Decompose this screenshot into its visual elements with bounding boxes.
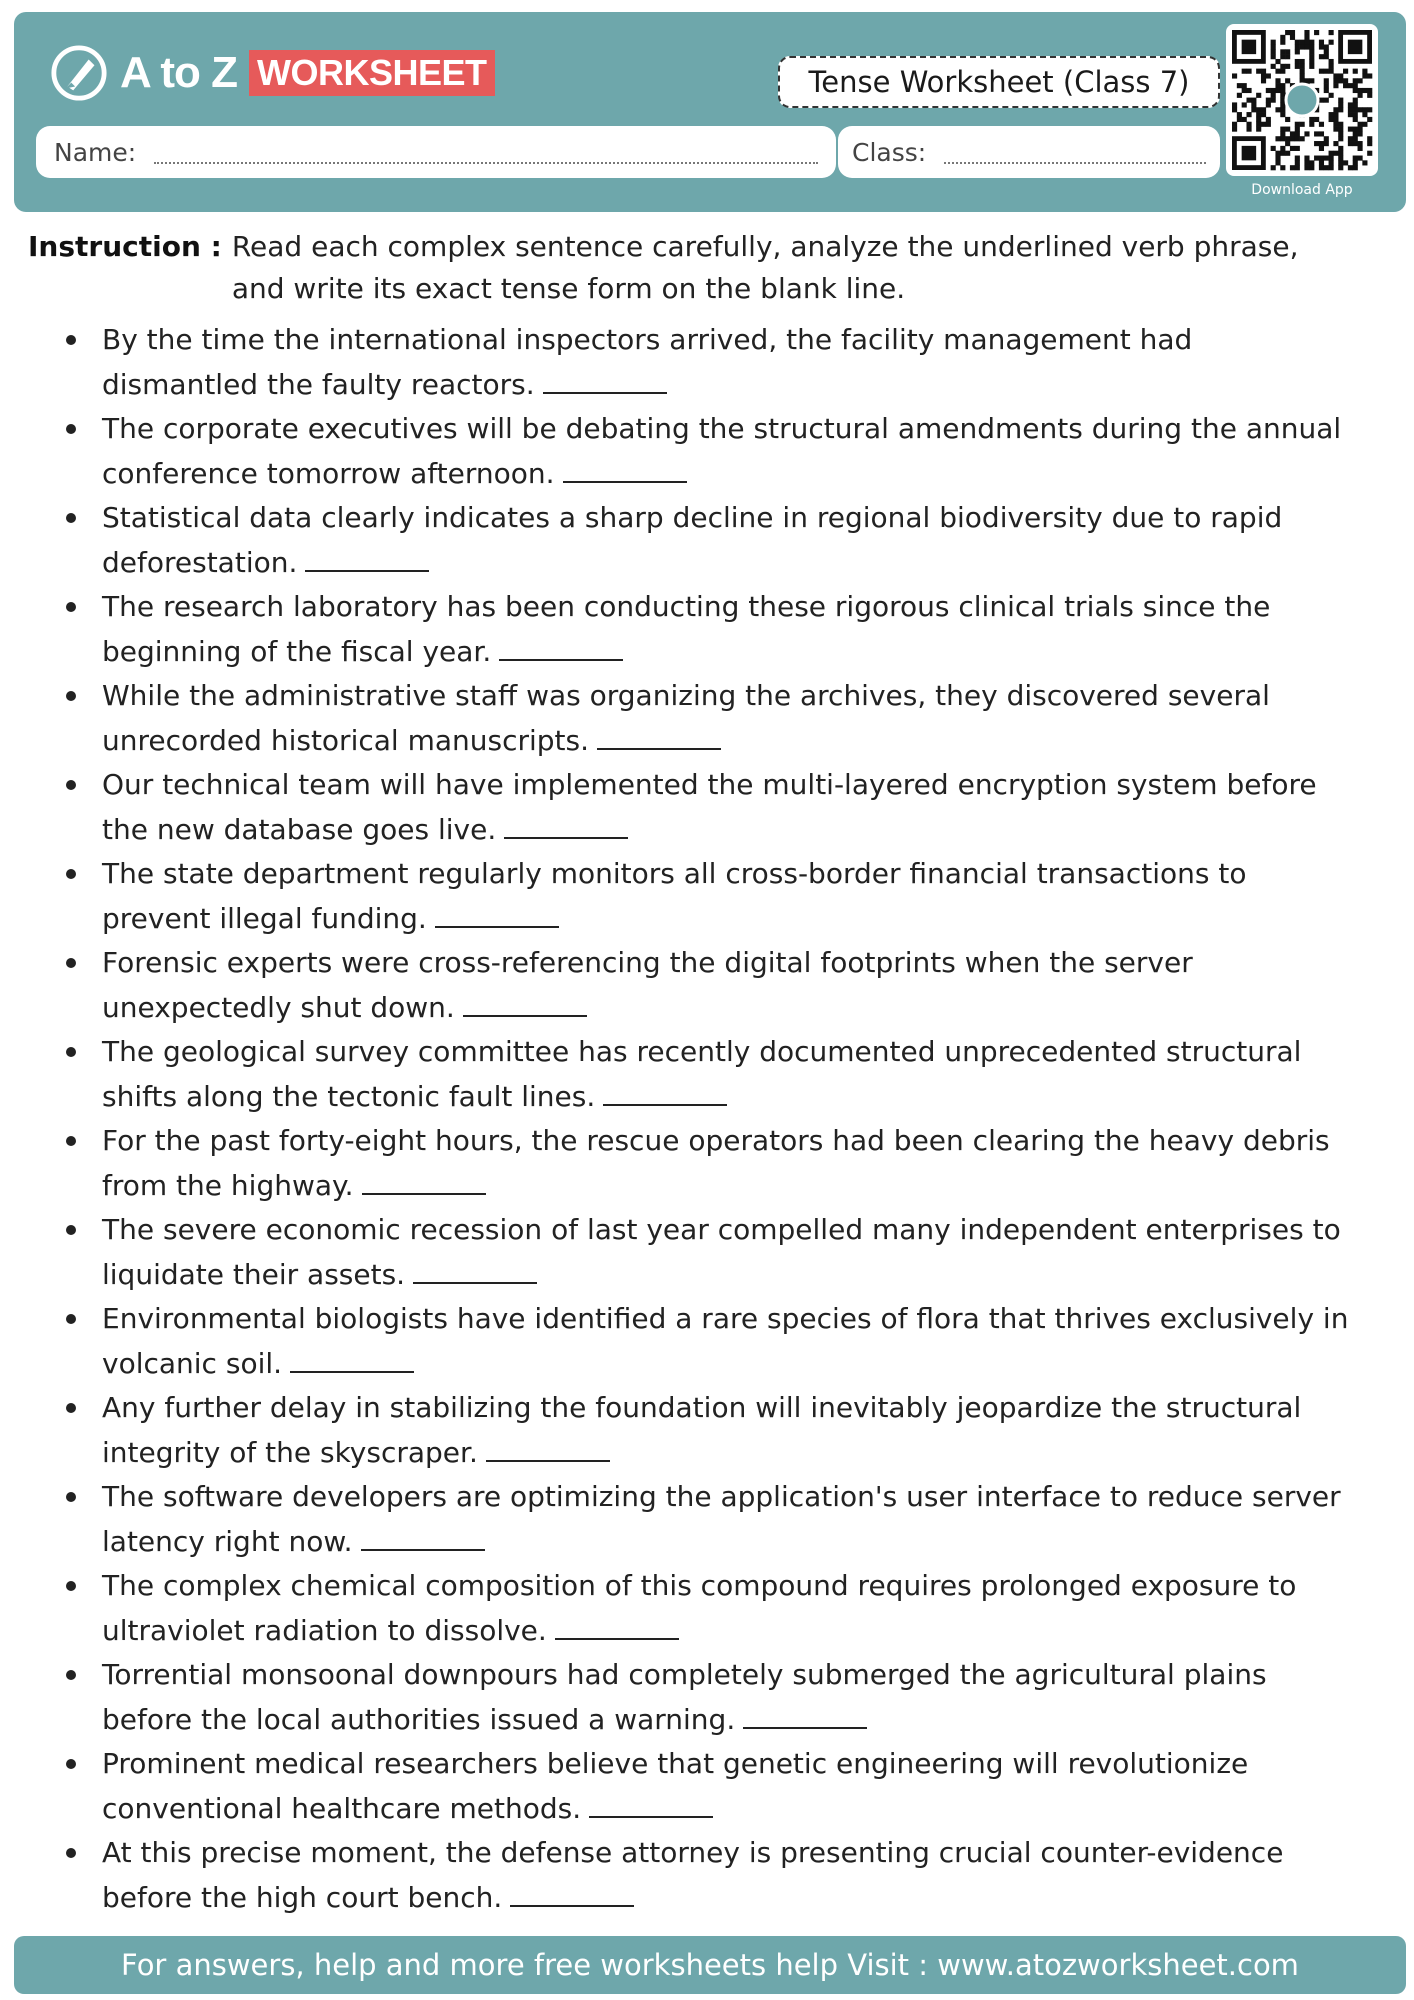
- question-item: [56, 318, 1356, 407]
- question-item: [56, 585, 1356, 674]
- question-text: Prominent medical researchers believe that genetic engineering will revolutionize conventional healthcare methods.: [102, 1747, 1249, 1825]
- answer-blank[interactable]: [555, 1616, 679, 1640]
- answer-blank[interactable]: [435, 904, 559, 928]
- question-item: [56, 1119, 1356, 1208]
- qr-code-icon[interactable]: [1226, 24, 1378, 176]
- answer-blank[interactable]: [463, 993, 587, 1017]
- question-list: [56, 318, 1356, 1920]
- question-item: [56, 1297, 1356, 1386]
- question-text: The state department regularly monitors all cross-border financial transactions to prevent illegal funding.: [102, 857, 1247, 935]
- worksheet-header: [14, 12, 1406, 212]
- name-dotted-line[interactable]: [154, 150, 818, 164]
- question-item: [56, 1831, 1356, 1920]
- question-item: [56, 1030, 1356, 1119]
- question-item: [56, 496, 1356, 585]
- question-item: [56, 941, 1356, 1030]
- instruction: [28, 226, 1358, 310]
- question-item: [56, 1653, 1356, 1742]
- question-text: The geological survey committee has recently documented unprecedented structural shifts along the tectonic fault lines.: [102, 1035, 1302, 1113]
- question-text: The corporate executives will be debating the structural amendments during the annual conference tomorrow afternoon.: [102, 412, 1342, 490]
- answer-blank[interactable]: [603, 1082, 727, 1106]
- footer-banner[interactable]: [14, 1936, 1406, 1994]
- worksheet-title-text: Tense Worksheet (Class 7): [808, 65, 1190, 99]
- question-text: The severe economic recession of last year compelled many independent enterprises to liquidate their assets.: [102, 1213, 1341, 1291]
- question-text: Forensic experts were cross-referencing the digital footprints when the server unexpectedly shut down.: [102, 946, 1193, 1024]
- answer-blank[interactable]: [597, 726, 721, 750]
- class-dotted-line[interactable]: [944, 150, 1206, 164]
- question-text: Statistical data clearly indicates a sharp decline in regional biodiversity due to rapid deforestation.: [102, 501, 1283, 579]
- answer-blank[interactable]: [589, 1794, 713, 1818]
- download-app-label[interactable]: Download App: [1251, 182, 1353, 198]
- question-text: Torrential monsoonal downpours had completely submerged the agricultural plains before the local authorities issued a warning.: [102, 1658, 1267, 1736]
- question-item: [56, 1564, 1356, 1653]
- answer-blank[interactable]: [510, 1883, 634, 1907]
- question-item: [56, 407, 1356, 496]
- name-label: Name:: [54, 137, 137, 167]
- question-item: [56, 852, 1356, 941]
- worksheet-title: [778, 56, 1220, 108]
- instruction-label: Instruction :: [28, 230, 222, 263]
- answer-blank[interactable]: [743, 1705, 867, 1729]
- question-item: [56, 1386, 1356, 1475]
- question-item: [56, 674, 1356, 763]
- name-field[interactable]: [36, 126, 836, 178]
- logo-badge: WORKSHEET: [249, 50, 495, 96]
- pen-nib-icon: [50, 44, 108, 102]
- brand-logo[interactable]: [50, 44, 495, 102]
- question-item: [56, 1208, 1356, 1297]
- qr-code-graphic: [1226, 24, 1378, 176]
- answer-blank[interactable]: [504, 815, 628, 839]
- class-field[interactable]: [838, 126, 1220, 178]
- question-item: [56, 1742, 1356, 1831]
- answer-blank[interactable]: [290, 1349, 414, 1373]
- answer-blank[interactable]: [543, 370, 667, 394]
- instruction-text: Read each complex sentence carefully, analyze the underlined verb phrase, and write its exact tense form on the blank line.: [231, 230, 1299, 305]
- question-text: Any further delay in stabilizing the foundation will inevitably jeopardize the structural integrity of the skyscraper.: [102, 1391, 1302, 1469]
- class-label: Class:: [852, 137, 927, 167]
- question-text: For the past forty-eight hours, the rescue operators had been clearing the heavy debris from the highway.: [102, 1124, 1330, 1202]
- answer-blank[interactable]: [499, 637, 623, 661]
- answer-blank[interactable]: [413, 1260, 537, 1284]
- question-text: The complex chemical composition of this compound requires prolonged exposure to ultraviolet radiation to dissolve.: [102, 1569, 1297, 1647]
- answer-blank[interactable]: [305, 548, 429, 572]
- question-item: [56, 1475, 1356, 1564]
- question-text: The software developers are optimizing the application's user interface to reduce server latency right now.: [102, 1480, 1341, 1558]
- question-text: Environmental biologists have identified a rare species of flora that thrives exclusively in volcanic soil.: [102, 1302, 1349, 1380]
- logo-text: A to Z: [120, 48, 237, 97]
- answer-blank[interactable]: [486, 1438, 610, 1462]
- question-text: While the administrative staff was organizing the archives, they discovered several unrecorded historical manuscripts.: [102, 679, 1270, 757]
- question-text: Our technical team will have implemented the multi-layered encryption system before the new database goes live.: [102, 768, 1317, 846]
- question-text: By the time the international inspectors arrived, the facility management had dismantled the faulty reactors.: [102, 323, 1193, 401]
- question-text: At this precise moment, the defense attorney is presenting crucial counter-evidence before the high court bench.: [102, 1836, 1284, 1914]
- answer-blank[interactable]: [563, 459, 687, 483]
- answer-blank[interactable]: [362, 1171, 486, 1195]
- question-text: The research laboratory has been conducting these rigorous clinical trials since the beginning of the fiscal year.: [102, 590, 1271, 668]
- question-item: [56, 763, 1356, 852]
- footer-text: For answers, help and more free worksheets help Visit : www.atozworksheet.com: [121, 1948, 1299, 1982]
- answer-blank[interactable]: [361, 1527, 485, 1551]
